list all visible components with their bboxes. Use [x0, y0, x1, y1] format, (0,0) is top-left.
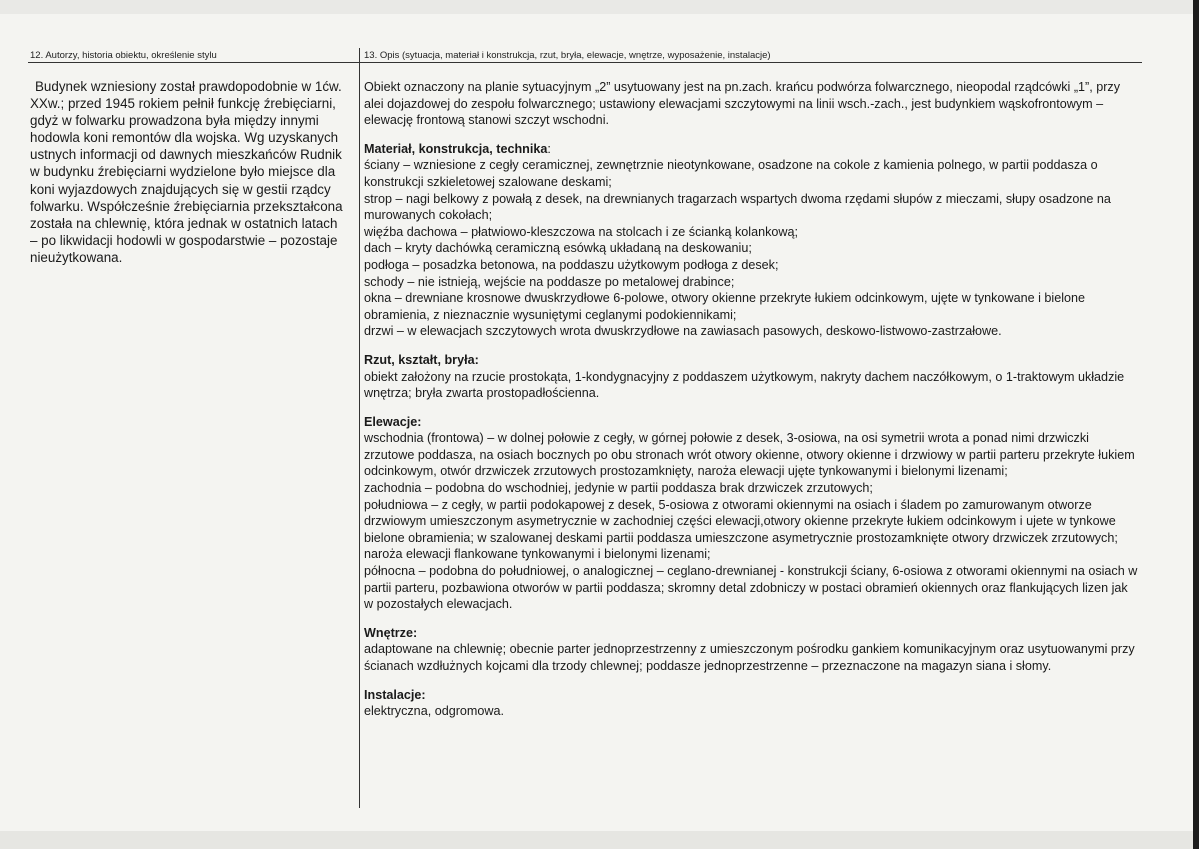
- column-divider: [359, 48, 360, 808]
- section-plan-shape: [364, 352, 1139, 402]
- section-title: Rzut, kształt, bryła:: [364, 352, 479, 367]
- history-paragraph: Budynek wzniesiony został prawdopodobnie w 1ćw. XXw.; przed 1945 rokiem pełnił funkcję źrebięciarni, gdyż w folwarku prowadzona była między innymi hodowla koni remontów dla wojska. Wg uzyskanych ustnych informacji od dawnych mieszkańców Rudnik w budynku źrebięciarni wydzielone było miejsce dla koni wyjazdowych znajdujących się w gestii rządcy folwarku. Współcześnie źrebięciarnia przekształcona została na chlewnię, która jednak w ostatnich latach – po likwidacji hodowli w gospodarstwie – pozostaje nieużytkowana.: [30, 79, 343, 265]
- section-line: zachodnia – podobna do wschodniej, jedynie w partii poddasza brak drzwiczek zrzutowych;: [364, 481, 873, 496]
- section-line: drzwi – w elewacjach szczytowych wrota dwuskrzydłowe na zawiasach pasowych, deskowo-listwowo-zastrzałowe.: [364, 324, 1002, 339]
- section-line: dach – kryty dachówką ceramiczną esówką układaną na deskowaniu;: [364, 241, 752, 256]
- header-rule: [28, 62, 1142, 63]
- section-title: Materiał, konstrukcja, technika:: [364, 141, 551, 156]
- page-edge-top: [0, 0, 1199, 14]
- section-installations: [364, 687, 1139, 720]
- section-line: obiekt założony na rzucie prostokąta, 1-kondygnacyjny z poddaszem użytkowym, nakryty dachem naczółkowym, o 1-traktowym układzie wnętrza; bryła zwarta prostopadłościenna.: [364, 369, 1125, 401]
- description-column: [364, 79, 1139, 720]
- section-title: Instalacje:: [364, 687, 426, 702]
- section-interior: [364, 625, 1139, 675]
- section-line: okna – drewniane krosnowe dwuskrzydłowe 6-polowe, otwory okienne przekryte łukiem odcinkowym, ujęte w tynkowane i bielone obramienia, z nieznacznie wysuniętymi ceglanymi podokiennikami;: [364, 291, 1086, 322]
- section-line: strop – nagi belkowy z powałą z desek, na drewnianych tragarzach wspartych dwoma rzędami słupów z mieczami, słupy osadzone na murowanych cokołach;: [364, 191, 1111, 223]
- section-line: elektryczna, odgromowa.: [364, 704, 504, 719]
- intro-paragraph: Obiekt oznaczony na planie sytuacyjnym „2” usytuowany jest na pn.zach. krańcu podwórza folwarcznego, nieopodal rządcówki „1”, przy alei dojazdowej do zespołu folwarcznego; ustawiony elewacjami szczytowymi na linii wsch.-zach., jest budynkiem wąskofrontowym – elewację frontową stanowi szczyt wschodni.: [364, 80, 1121, 128]
- page-edge-bottom: [0, 831, 1199, 849]
- section-line: więźba dachowa – płatwiowo-kleszczowa na stolcach i ze ścianką kolankową;: [364, 224, 799, 239]
- section-line: adaptowane na chlewnię; obecnie parter jednoprzestrzenny z umieszczonym pośrodku gankiem komunikacyjnym oraz usytuowanymi przy ścianach wzdłużnych kojcami dla trzody chlewnej; poddasze jednoprzestrzenne – przeznaczone na magazyn siana i słomy.: [364, 642, 1135, 673]
- header-authors-history: 12. Autorzy, historia obiektu, określenie stylu: [30, 50, 217, 61]
- section-title: Elewacje:: [364, 414, 422, 429]
- section-elevations: [364, 414, 1139, 613]
- section-line: północna – podobna do południowej, o analogicznej – ceglano-drewnianej - konstrukcji ściany, 6-osiowa z otworami okiennymi na osiach w partii parteru, pozbawiona otworów w partii poddasza; skromny detal zdobniczy w postaci obramień okiennych oraz flankujących lizen jak w pozostałych elewacjach.: [364, 564, 1138, 612]
- section-title: Wnętrze:: [364, 625, 418, 640]
- section-line: południowa – z cegły, w partii podokapowej z desek, 5-osiowa z otworami okiennymi na osiach i śladem po zamurowanym otworze drzwiowym umieszczonym asymetrycznie w zachodniej części elewacji,otwory okienne przekryte łukiem odcinkowym i ujete w tynkowe bielone obramienia; w szalowanej deskami partii poddasza umieszczone asymetrycznie prostozamknięte otwory drzwiczek zrzutowych; naroża elewacji flankowane tynkowanymi i bielonymi lizenami;: [364, 497, 1118, 562]
- section-line: wschodnia (frontowa) – w dolnej połowie z cegły, w górnej połowie z desek, 3-osiowa, na osi symetrii wrota a ponad nimi drzwiczki zrzutowe poddasza, na osiach bocznych po obu stronach wrót otwory okienne, otwory okienne i drzwiowy w partii parteru przekryte łukiem odcinkowym, otwór drzwiczek zrzutowych prostozamknięty, naroża elewacji ujęte tynkowanymi i bielonymi lizenami;: [364, 431, 1135, 479]
- header-description: 13. Opis (sytuacja, materiał i konstrukcja, rzut, bryła, elewacje, wnętrze, wyposażenie, instalacje): [364, 50, 771, 61]
- section-line: schody – nie istnieją, wejście na poddasze po metalowej drabince;: [364, 274, 735, 289]
- history-column: [30, 78, 348, 266]
- section-line: ściany – wzniesione z cegły ceramicznej, zewnętrznie nieotynkowane, osadzone na cokole z kamienia polnego, w partii poddasza o konstrukcji szkieletowej szalowane deskami;: [364, 158, 1098, 189]
- section-line: podłoga – posadzka betonowa, na poddaszu użytkowym podłoga z desek;: [364, 257, 779, 272]
- section-material: [364, 141, 1139, 340]
- page-edge-right: [1193, 0, 1199, 849]
